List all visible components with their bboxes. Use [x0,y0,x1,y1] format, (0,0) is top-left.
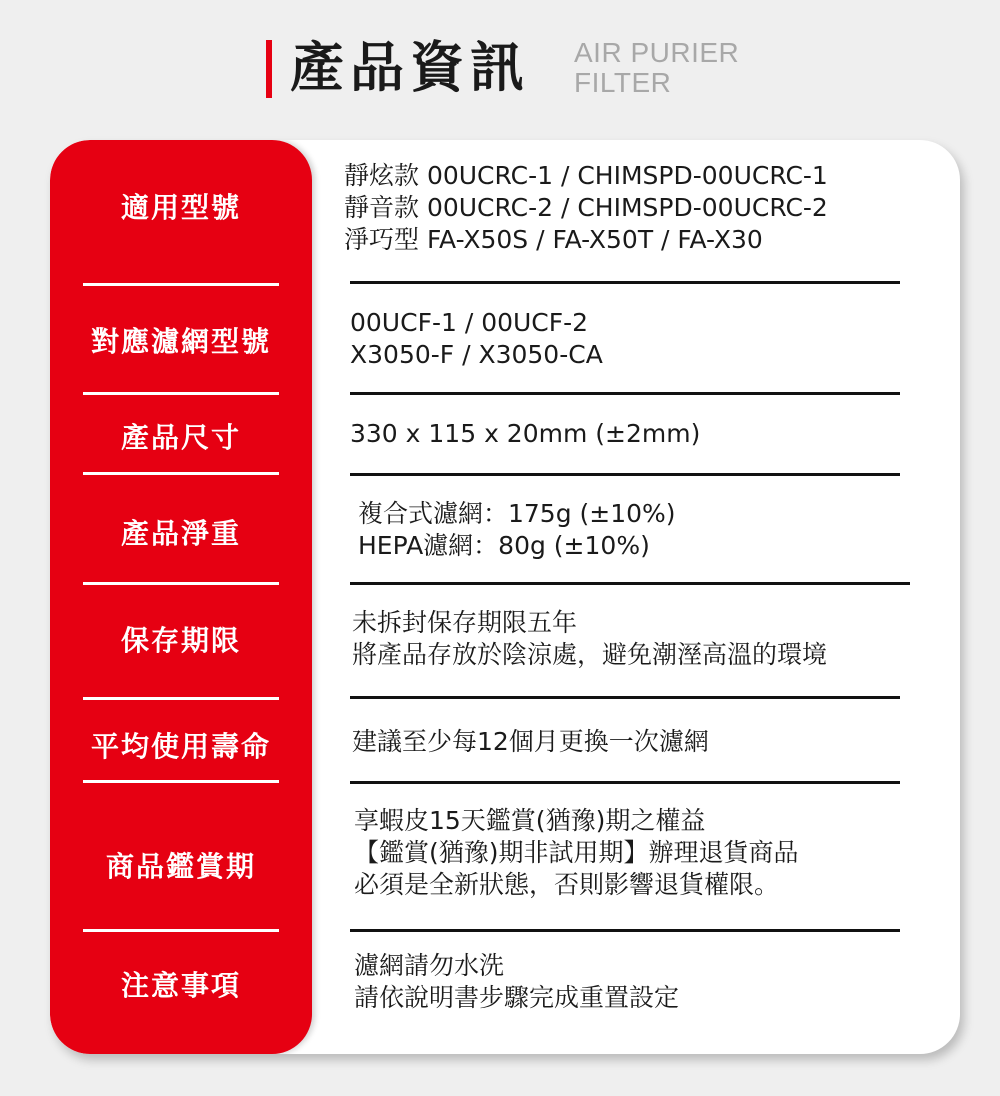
label-divider [83,472,279,475]
label-filter-models: 對應濾網型號 [90,325,271,358]
value-notes [354,950,679,1014]
value-line: 未拆封保存期限五年 [352,608,578,637]
label-net-weight: 產品淨重 [120,517,241,550]
page-subtitle [574,38,739,98]
value-line: 必須是全新狀態，否則影響退貨權限。 [354,870,780,899]
page-title: 產品資訊 [290,36,530,99]
row-divider [350,781,900,784]
value-line: 00UCF-1 / 00UCF-2 [350,308,589,337]
value-line: 靜炫款 00UCRC-1 / CHIMSPD-00UCRC-1 [344,161,828,190]
value-line: 享蝦皮15天鑑賞(猶豫)期之權益 [354,806,706,835]
label-divider [83,582,279,585]
label-divider [83,392,279,395]
label-notes: 注意事項 [120,969,241,1002]
value-line: 複合式濾網：175g (±10%) [358,499,676,528]
value-line: 靜音款 00UCRC-2 / CHIMSPD-00UCRC-2 [344,193,828,222]
label-shelf-life: 保存期限 [120,624,241,657]
label-average-lifespan: 平均使用壽命 [90,730,271,763]
row-divider [350,929,900,932]
value-line: X3050-F / X3050-CA [350,340,603,369]
row-divider [350,582,910,585]
label-compatible-models: 適用型號 [120,191,241,224]
value-shelf-life [352,607,827,671]
label-appraisal-period: 商品鑑賞期 [105,850,256,883]
value-line: 【鑑賞(猶豫)期非試用期】辦理退貨商品 [354,838,799,867]
value-line: HEPA濾網：80g (±10%) [358,531,650,560]
label-divider [83,697,279,700]
value-compatible-models [344,160,828,256]
value-net-weight [358,498,676,562]
subtitle-line-1: AIR PURIER [574,37,740,68]
value-line: 請依說明書步驟完成重置設定 [354,983,680,1012]
value-line: 建議至少每12個月更換一次濾網 [352,727,709,756]
value-line: 濾網請勿水洗 [354,951,505,980]
label-divider [83,780,279,783]
row-divider [350,696,900,699]
page-header [0,0,1000,120]
value-line: 將產品存放於陰涼處，避免潮溼高溫的環境 [352,640,828,669]
label-divider [83,283,279,286]
label-divider [83,929,279,932]
value-product-size [350,418,700,450]
label-panel [50,140,312,1054]
product-info-card [50,140,960,1054]
title-accent-bar [266,40,272,98]
value-appraisal-period [354,805,799,901]
label-product-size: 產品尺寸 [120,421,241,454]
value-filter-models [350,307,603,371]
value-line: 330 x 115 x 20mm (±2mm) [350,419,701,448]
value-line: 淨巧型 FA-X50S / FA-X50T / FA-X30 [344,225,763,254]
row-divider [350,473,900,476]
value-average-lifespan [352,726,709,758]
row-divider [350,392,900,395]
subtitle-line-2: FILTER [574,67,672,98]
row-divider [350,281,900,284]
